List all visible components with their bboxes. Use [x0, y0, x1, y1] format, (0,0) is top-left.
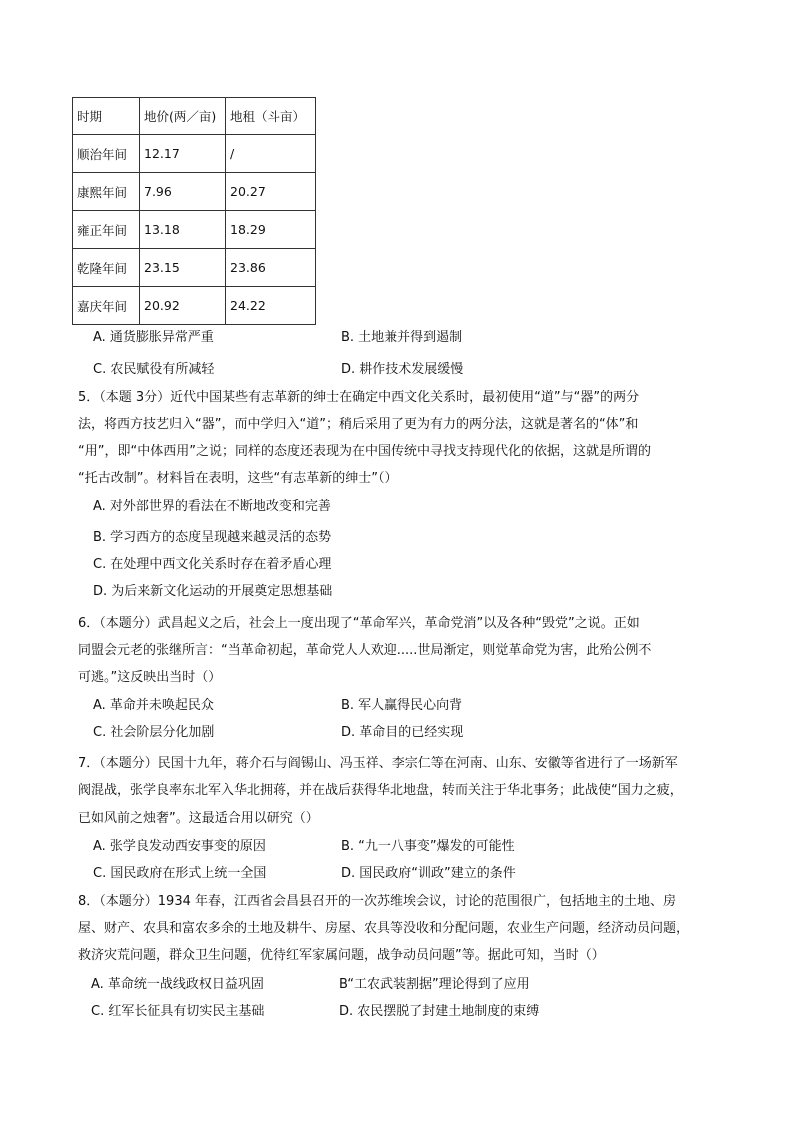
- q6-stem-line: 可逃。”这反映出当时（）: [78, 670, 222, 685]
- q5-stem-line: “托古改制”。材料旨在表明，这些“有志革新的绅士”（）: [78, 471, 398, 486]
- q5-option-d: D. 为后来新文化运动的开展奠定思想基础: [93, 584, 333, 599]
- table-cell-rent: 24.22: [226, 287, 316, 325]
- q7-stem-line: 阀混战，张学良率东北军入华北拥蒋，并在战后获得华北地盘，转而关注于华北事务；此战使“国力之疲，: [78, 783, 683, 798]
- q4-option-b: B. 土地兼并得到遏制: [341, 330, 463, 345]
- q8-option-b: B“工农武装割据”理论得到了应用: [339, 977, 530, 992]
- table-row: [73, 173, 316, 211]
- table-header-cell: 地价(两／亩): [140, 98, 226, 135]
- q8-option-c: C. 红军长征具有切实民主基础: [91, 1004, 265, 1019]
- q7-option-a: A. 张学良发动西安事变的原因: [93, 839, 266, 854]
- q4-option-c: C. 农民赋役有所减轻: [93, 362, 215, 377]
- q4-option-a: A. 通货膨胀异常严重: [93, 330, 214, 345]
- table-cell-rent: /: [226, 135, 316, 173]
- q8-stem-line: 救济灾荒问题，群众卫生问题，优待红军家属问题，战争动员问题”等。据此可知，当时（）: [78, 948, 605, 963]
- q8-option-d: D. 农民摆脱了封建土地制度的束缚: [339, 1004, 540, 1019]
- table-cell-price: 20.92: [140, 287, 226, 325]
- table-header-cell: 时期: [73, 98, 140, 135]
- table-row: [73, 287, 316, 325]
- table-cell-period: 嘉庆年间: [73, 287, 140, 325]
- land-price-table: [72, 97, 316, 325]
- table-cell-rent: 23.86: [226, 249, 316, 287]
- q6-option-a: A. 革命并未唤起民众: [93, 698, 214, 713]
- table-cell-rent: 20.27: [226, 173, 316, 211]
- q6-option-c: C. 社会阶层分化加剧: [93, 725, 215, 740]
- q8-stem-line: 屋、财产、农具和富农多余的土地及耕牛、房屋、农具等没收和分配问题，农业生产问题，经济动员问题，: [78, 921, 690, 936]
- q6-option-b: B. 军人赢得民心向背: [341, 698, 463, 713]
- q8-option-a: A. 革命统一战线政权日益巩固: [91, 977, 264, 992]
- q8-stem-line: 8．（本题分）1934 年春，江西省会昌县召开的一次苏维埃会议，讨论的范围很广，包括地主的土地、房: [78, 894, 676, 909]
- q7-option-b: B. “九一八事变”爆发的可能性: [341, 839, 515, 854]
- q5-option-b: B. 学习西方的态度呈现越来越灵活的态势: [93, 530, 332, 545]
- q5-option-a: A. 对外部世界的看法在不断地改变和完善: [93, 499, 331, 514]
- q5-option-c: C. 在处理中西文化关系时存在着矛盾心理: [93, 557, 332, 572]
- table-cell-period: 雍正年间: [73, 211, 140, 249]
- table-row: [73, 211, 316, 249]
- table-cell-price: 23.15: [140, 249, 226, 287]
- table-cell-period: 乾隆年间: [73, 249, 140, 287]
- q6-stem-line: 同盟会元老的张继所言：“当革命初起，革命党人人欢迎.....世局渐定，则觉革命党为害，此殆公例不: [78, 643, 652, 658]
- table-header-row: [73, 98, 316, 135]
- table-cell-price: 13.18: [140, 211, 226, 249]
- q5-stem-line: 5．（本题 3分）近代中国某些有志革新的绅士在确定中西文化关系时，最初使用“道”与“器”的两分: [78, 390, 640, 405]
- table-cell-period: 顺治年间: [73, 135, 140, 173]
- q6-option-d: D. 革命目的已经实现: [341, 725, 464, 740]
- table-cell-price: 7.96: [140, 173, 226, 211]
- table-row: [73, 135, 316, 173]
- q6-stem-line: 6．（本题分）武昌起义之后，社会上一度出现了“革命军兴，革命党消”以及各种“毁党”之说。正如: [78, 616, 640, 631]
- q7-option-d: D. 国民政府“训政”建立的条件: [341, 866, 516, 881]
- q7-option-c: C. 国民政府在形式上统一全国: [93, 866, 267, 881]
- q7-stem-line: 已如风前之烛奢”。这最适合用以研究（）: [78, 811, 319, 826]
- q5-stem-line: “用”，即“中体西用”之说；同样的态度还表现为在中国传统中寻找支持现代化的依据，这就是所谓的: [78, 444, 651, 459]
- table-cell-rent: 18.29: [226, 211, 316, 249]
- table-cell-price: 12.17: [140, 135, 226, 173]
- q5-stem-line: 法，将西方技艺归入“器”，而中学归入“道”；稍后采用了更为有力的两分法，这就是著名的“体”和: [78, 417, 639, 432]
- q4-option-d: D. 耕作技术发展缓慢: [341, 362, 464, 377]
- q7-stem-line: 7．（本题分）民国十九年，蒋介石与阎锡山、冯玉祥、李宗仁等在河南、山东、安徽等省进行了一场新军: [78, 756, 678, 771]
- table-header-cell: 地租（斗亩）: [226, 98, 316, 135]
- table-cell-period: 康熙年间: [73, 173, 140, 211]
- table-row: [73, 249, 316, 287]
